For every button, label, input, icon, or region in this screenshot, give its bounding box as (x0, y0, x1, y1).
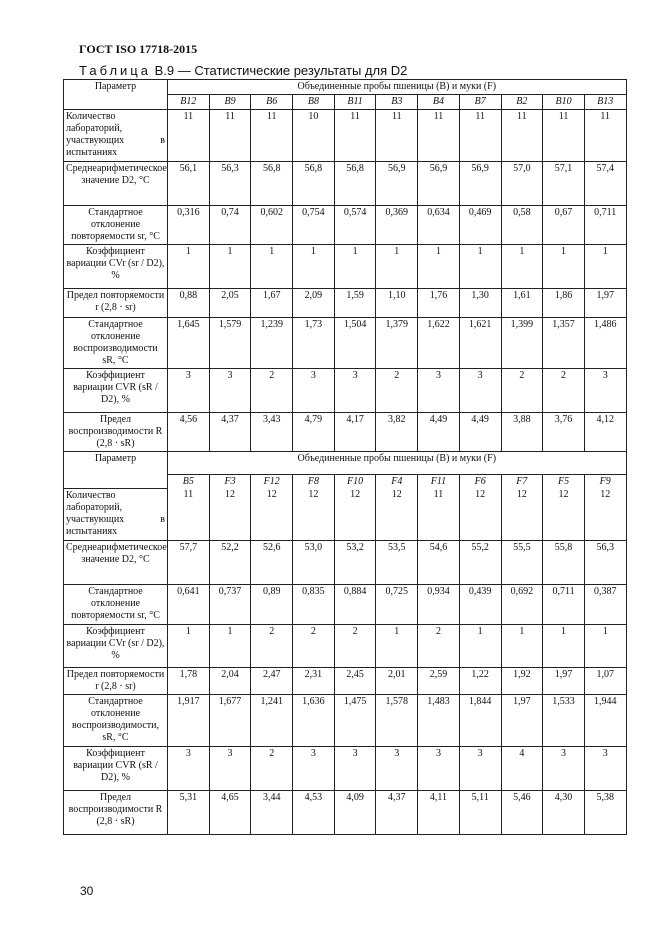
value-cell: 1,97 (543, 667, 585, 694)
table-row (64, 584, 627, 624)
value-cell: 0,725 (376, 584, 418, 624)
value-cell: 5,46 (501, 790, 543, 834)
sample-code: B7 (459, 95, 501, 110)
parameter-label: Среднеарифметическое значение D2, °C (64, 540, 168, 584)
value-cell: 4,09 (334, 790, 376, 834)
value-cell: 3,44 (251, 790, 293, 834)
value-cell: 4,53 (293, 790, 335, 834)
value-cell: 1,73 (293, 318, 335, 369)
value-cell: 57,1 (543, 162, 585, 206)
value-cell: 1 (376, 624, 418, 667)
value-cell: 3 (168, 746, 210, 790)
value-cell: 12 (334, 488, 376, 540)
value-cell: 56,9 (459, 162, 501, 206)
value-cell: 12 (459, 488, 501, 540)
value-cell: 3,82 (376, 413, 418, 452)
value-cell: 2,01 (376, 667, 418, 694)
value-cell: 57,0 (501, 162, 543, 206)
value-cell: 12 (209, 488, 251, 540)
value-cell: 1,645 (168, 318, 210, 369)
value-cell: 1,59 (334, 289, 376, 318)
value-cell: 4 (501, 746, 543, 790)
table-row (64, 488, 627, 540)
value-cell: 56,8 (251, 162, 293, 206)
sample-code: B4 (418, 95, 460, 110)
value-cell: 5,11 (459, 790, 501, 834)
value-cell: 2 (418, 624, 460, 667)
table-row (64, 318, 627, 369)
value-cell: 4,49 (459, 413, 501, 452)
value-cell: 12 (376, 488, 418, 540)
table-caption-prefix: Таблица (79, 63, 151, 78)
value-cell: 11 (209, 110, 251, 162)
value-cell: 1,533 (543, 694, 585, 746)
parameter-label: Стандартное отклонение воспроизводимости sR, °C (64, 318, 168, 369)
value-cell: 4,56 (168, 413, 210, 452)
value-cell: 11 (251, 110, 293, 162)
section-header-row (64, 80, 627, 95)
value-cell: 56,8 (334, 162, 376, 206)
value-cell: 1,578 (376, 694, 418, 746)
sample-code: F12 (251, 475, 293, 489)
value-cell: 1 (543, 245, 585, 289)
sample-code: B13 (584, 95, 626, 110)
value-cell: 11 (168, 110, 210, 162)
parameter-label: Стандартное отклонение воспроизводимости, sR, °C (64, 694, 168, 746)
parameter-label: Среднеарифметическое значение D2, °C (64, 162, 168, 206)
value-cell: 12 (584, 488, 626, 540)
value-cell: 0,711 (543, 584, 585, 624)
value-cell: 11 (501, 110, 543, 162)
value-cell: 1,07 (584, 667, 626, 694)
value-cell: 1,486 (584, 318, 626, 369)
value-cell: 1,621 (459, 318, 501, 369)
value-cell: 57,7 (168, 540, 210, 584)
sample-code: B6 (251, 95, 293, 110)
value-cell: 3,76 (543, 413, 585, 452)
value-cell: 1 (168, 624, 210, 667)
value-cell: 1,97 (501, 694, 543, 746)
parameter-label: Количество лабораторий, участвующих в испытаниях (64, 488, 168, 540)
value-cell: 1 (334, 245, 376, 289)
value-cell: 55,2 (459, 540, 501, 584)
value-cell: 1,579 (209, 318, 251, 369)
value-cell: 3 (168, 369, 210, 413)
value-cell: 1,92 (501, 667, 543, 694)
value-cell: 11 (459, 110, 501, 162)
value-cell: 5,38 (584, 790, 626, 834)
table-caption-text: В.9 — Статистические результаты для D2 (150, 63, 408, 78)
table-row (64, 110, 627, 162)
parameter-label: Коэффициент вариации CVr (sr / D2), % (64, 245, 168, 289)
parameter-label: Количество лабораторий, участвующих в испытаниях (64, 110, 168, 162)
value-cell: 1,30 (459, 289, 501, 318)
value-cell: 1 (459, 245, 501, 289)
value-cell: 5,31 (168, 790, 210, 834)
value-cell: 3,88 (501, 413, 543, 452)
value-cell: 54,6 (418, 540, 460, 584)
value-cell: 4,65 (209, 790, 251, 834)
table-row (64, 746, 627, 790)
value-cell: 1,917 (168, 694, 210, 746)
value-cell: 1,357 (543, 318, 585, 369)
sample-code: B3 (376, 95, 418, 110)
value-cell: 4,30 (543, 790, 585, 834)
value-cell: 1,78 (168, 667, 210, 694)
sample-code: B10 (543, 95, 585, 110)
parameter-label: Предел воспроизводимости R (2,8 · sR) (64, 413, 168, 452)
value-cell: 1,636 (293, 694, 335, 746)
value-cell: 10 (293, 110, 335, 162)
value-cell: 1 (501, 624, 543, 667)
sample-code: F4 (376, 475, 418, 489)
value-cell: 56,9 (418, 162, 460, 206)
value-cell: 1,76 (418, 289, 460, 318)
table-row (64, 206, 627, 245)
value-cell: 3 (293, 746, 335, 790)
value-cell: 0,74 (209, 206, 251, 245)
value-cell: 53,0 (293, 540, 335, 584)
sample-code: B9 (209, 95, 251, 110)
value-cell: 53,5 (376, 540, 418, 584)
value-cell: 3 (209, 746, 251, 790)
value-cell: 12 (251, 488, 293, 540)
value-cell: 0,692 (501, 584, 543, 624)
value-cell: 11 (418, 488, 460, 540)
value-cell: 1 (418, 245, 460, 289)
value-cell: 0,67 (543, 206, 585, 245)
value-cell: 11 (376, 110, 418, 162)
value-cell: 3 (334, 746, 376, 790)
value-cell: 1,22 (459, 667, 501, 694)
value-cell: 0,754 (293, 206, 335, 245)
value-cell: 0,387 (584, 584, 626, 624)
sample-code: F8 (293, 475, 335, 489)
value-cell: 0,574 (334, 206, 376, 245)
table-row (64, 540, 627, 584)
table-row (64, 624, 627, 667)
value-cell: 1,483 (418, 694, 460, 746)
value-cell: 4,37 (209, 413, 251, 452)
value-cell: 3,43 (251, 413, 293, 452)
value-cell: 3 (209, 369, 251, 413)
value-cell: 1 (168, 245, 210, 289)
parameter-label: Коэффициент вариации CVR (sR / D2), % (64, 746, 168, 790)
value-cell: 1,944 (584, 694, 626, 746)
value-cell: 56,3 (209, 162, 251, 206)
value-cell: 2,09 (293, 289, 335, 318)
value-cell: 1 (501, 245, 543, 289)
value-cell: 0,58 (501, 206, 543, 245)
document-header: ГОСТ ISO 17718-2015 (79, 42, 198, 56)
sample-code: F10 (334, 475, 376, 489)
value-cell: 57,4 (584, 162, 626, 206)
value-cell: 2 (501, 369, 543, 413)
value-cell: 0,711 (584, 206, 626, 245)
value-cell: 3 (418, 746, 460, 790)
sample-code: F3 (209, 475, 251, 489)
value-cell: 1,67 (251, 289, 293, 318)
value-cell: 12 (293, 488, 335, 540)
value-cell: 0,884 (334, 584, 376, 624)
value-cell: 4,12 (584, 413, 626, 452)
value-cell: 53,2 (334, 540, 376, 584)
value-cell: 1,622 (418, 318, 460, 369)
table-row (64, 413, 627, 452)
value-cell: 2 (251, 369, 293, 413)
value-cell: 2 (376, 369, 418, 413)
value-cell: 11 (418, 110, 460, 162)
sample-code: F5 (543, 475, 585, 489)
value-cell: 3 (376, 746, 418, 790)
table-row (64, 694, 627, 746)
value-cell: 55,5 (501, 540, 543, 584)
value-cell: 3 (584, 746, 626, 790)
value-cell: 2 (334, 624, 376, 667)
value-cell: 4,17 (334, 413, 376, 452)
sample-code: B12 (168, 95, 210, 110)
value-cell: 1,239 (251, 318, 293, 369)
table-caption (79, 63, 407, 78)
value-cell: 4,37 (376, 790, 418, 834)
parameter-label: Коэффициент вариации CVR (sR / D2), % (64, 369, 168, 413)
value-cell: 11 (543, 110, 585, 162)
value-cell: 2 (543, 369, 585, 413)
section-header-row (64, 452, 627, 475)
value-cell: 0,641 (168, 584, 210, 624)
value-cell: 0,934 (418, 584, 460, 624)
value-cell: 2,05 (209, 289, 251, 318)
value-cell: 4,11 (418, 790, 460, 834)
value-cell: 11 (584, 110, 626, 162)
value-cell: 1,677 (209, 694, 251, 746)
value-cell: 11 (168, 488, 210, 540)
value-cell: 3 (293, 369, 335, 413)
value-cell: 1,241 (251, 694, 293, 746)
value-cell: 3 (584, 369, 626, 413)
value-cell: 3 (459, 746, 501, 790)
value-cell: 11 (334, 110, 376, 162)
parameter-label: Предел повторяемости r (2,8 · sr) (64, 667, 168, 694)
sample-code: F7 (501, 475, 543, 489)
value-cell: 1,399 (501, 318, 543, 369)
sample-code: B8 (293, 95, 335, 110)
value-cell: 1 (209, 624, 251, 667)
value-cell: 56,9 (376, 162, 418, 206)
statistics-table (63, 79, 627, 835)
value-cell: 2 (251, 746, 293, 790)
value-cell: 0,369 (376, 206, 418, 245)
value-cell: 1 (584, 624, 626, 667)
value-cell: 2 (251, 624, 293, 667)
value-cell: 1,379 (376, 318, 418, 369)
group-column-header: Объединенные пробы пшеницы (B) и муки (F) (168, 80, 627, 95)
value-cell: 1,86 (543, 289, 585, 318)
table-row (64, 162, 627, 206)
table-row (64, 790, 627, 834)
parameter-label: Коэффициент вариации CVr (sr / D2), % (64, 624, 168, 667)
parameter-label: Предел воспроизводимости R (2,8 · sR) (64, 790, 168, 834)
value-cell: 1 (459, 624, 501, 667)
value-cell: 52,6 (251, 540, 293, 584)
value-cell: 56,1 (168, 162, 210, 206)
sample-code: B11 (334, 95, 376, 110)
table-row (64, 369, 627, 413)
value-cell: 1 (376, 245, 418, 289)
param-column-header: Параметр (64, 80, 168, 110)
value-cell: 1 (584, 245, 626, 289)
value-cell: 12 (543, 488, 585, 540)
value-cell: 0,88 (168, 289, 210, 318)
table-row (64, 667, 627, 694)
group-column-header: Объединенные пробы пшеницы (B) и муки (F) (168, 452, 627, 475)
sample-code: F9 (584, 475, 626, 489)
parameter-label: Стандартное отклонение повторяемости sr, °C (64, 206, 168, 245)
value-cell: 52,2 (209, 540, 251, 584)
value-cell: 3 (543, 746, 585, 790)
parameter-label: Стандартное отклонение повторяемости sr, °C (64, 584, 168, 624)
value-cell: 0,602 (251, 206, 293, 245)
value-cell: 56,3 (584, 540, 626, 584)
value-cell: 0,469 (459, 206, 501, 245)
value-cell: 2,45 (334, 667, 376, 694)
value-cell: 1 (543, 624, 585, 667)
value-cell: 0,316 (168, 206, 210, 245)
value-cell: 1,97 (584, 289, 626, 318)
param-column-header: Параметр (64, 452, 168, 489)
value-cell: 4,49 (418, 413, 460, 452)
value-cell: 12 (501, 488, 543, 540)
parameter-label: Предел повторяемости r (2,8 · sr) (64, 289, 168, 318)
value-cell: 0,634 (418, 206, 460, 245)
value-cell: 2,04 (209, 667, 251, 694)
sample-code: B2 (501, 95, 543, 110)
value-cell: 2 (293, 624, 335, 667)
value-cell: 55,8 (543, 540, 585, 584)
value-cell: 0,737 (209, 584, 251, 624)
value-cell: 1 (251, 245, 293, 289)
table-row (64, 289, 627, 318)
value-cell: 1,504 (334, 318, 376, 369)
value-cell: 2,59 (418, 667, 460, 694)
value-cell: 1 (293, 245, 335, 289)
value-cell: 2,47 (251, 667, 293, 694)
value-cell: 0,89 (251, 584, 293, 624)
value-cell: 0,835 (293, 584, 335, 624)
sample-code: F11 (418, 475, 460, 489)
sample-code: F6 (459, 475, 501, 489)
value-cell: 2,31 (293, 667, 335, 694)
value-cell: 1 (209, 245, 251, 289)
value-cell: 1,61 (501, 289, 543, 318)
value-cell: 1,10 (376, 289, 418, 318)
table-row (64, 245, 627, 289)
page-number: 30 (80, 884, 94, 898)
sample-code: B5 (168, 475, 210, 489)
value-cell: 0,439 (459, 584, 501, 624)
value-cell: 1,844 (459, 694, 501, 746)
value-cell: 4,79 (293, 413, 335, 452)
value-cell: 3 (334, 369, 376, 413)
value-cell: 3 (459, 369, 501, 413)
value-cell: 56,8 (293, 162, 335, 206)
value-cell: 3 (418, 369, 460, 413)
value-cell: 1,475 (334, 694, 376, 746)
